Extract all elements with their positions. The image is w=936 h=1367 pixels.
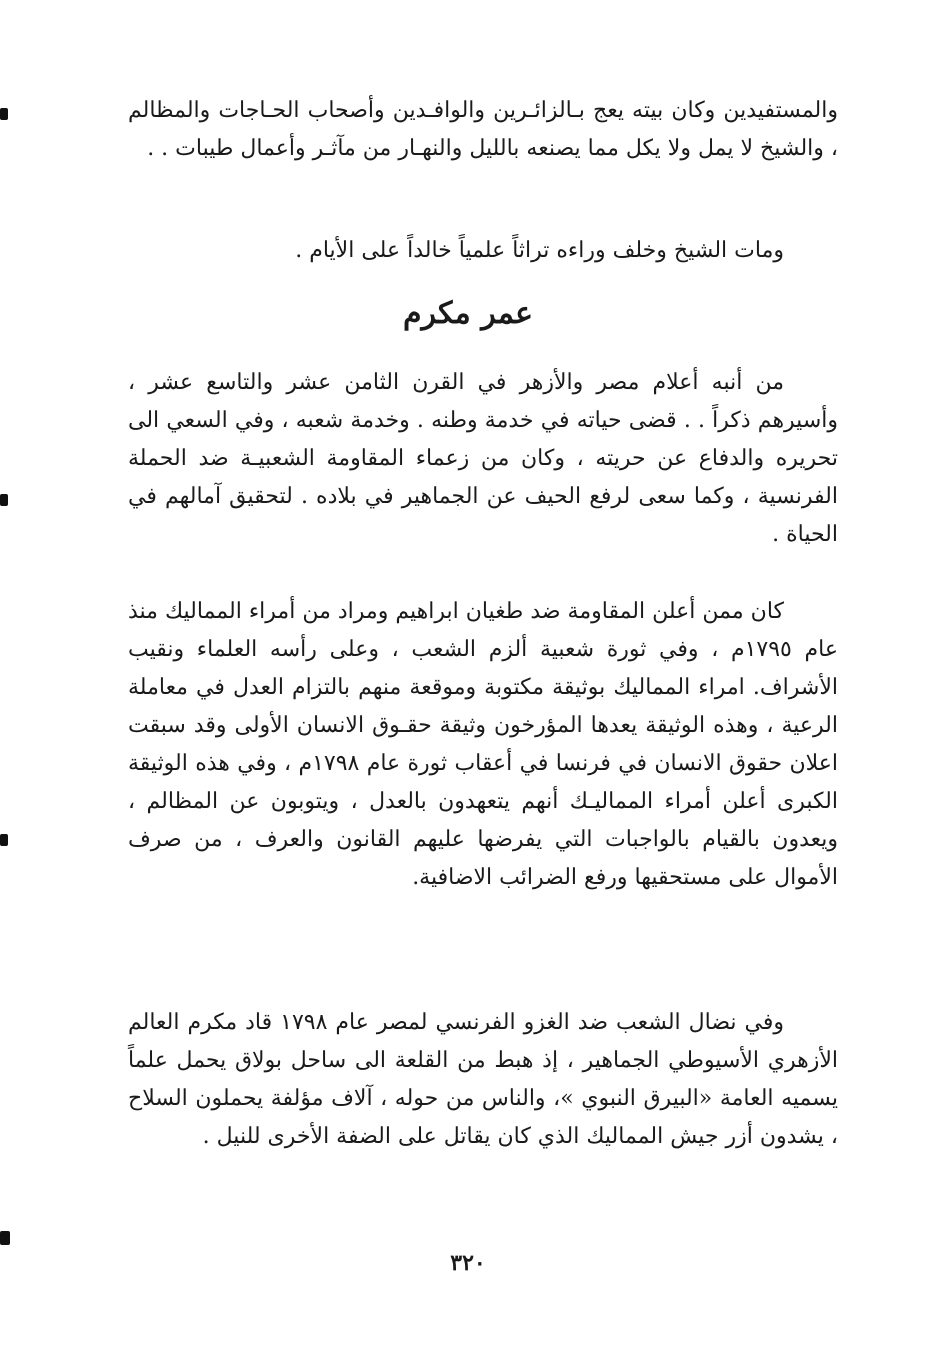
death-paragraph: ومات الشيخ وخلف وراءه تراثاً علمياً خالداً على الأيام .	[295, 238, 784, 263]
biography-paragraph-3: وفي نضال الشعب ضد الغزو الفرنسي لمصر عام ١٧٩٨ قاد مكرم العالم الأزهري الأسيوطي الجماهير ، إذ هبط من القلعة الى ساحل بولاق يحمل علماً يسميه العامة «البيرق النبوي »، والناس من حوله ، آلاف مؤلفة يحملون السلاح ، يشدون أزر جيش المماليك الذي كان يقاتل على الضفة الأخرى للنيل .	[128, 1010, 838, 1149]
page-number: ٣٢٠	[450, 1250, 486, 1276]
biography-paragraph-2: كان ممن أعلن المقاومة ضد طغيان ابراهيم ومراد من أمراء المماليك منذ عام ١٧٩٥م ، وفي ثورة شعبية ألزم الشعب ، وعلى رأسه العلماء ونقيب الأشراف. امراء المماليك بوثيقة مكتوبة وموقعة منهم بالتزام العدل في معاملة الرعية ، وهذه الوثيقة يعدها المؤرخون وثيقة حقـوق الانسان الأولى وقد سبقت اعلان حقوق الانسان في فرنسا في أعقاب ثورة عام ١٧٩٨م ، وفي هذه الوثيقة الكبرى أعلن أمراء المماليـك أنهم يتعهدون بالعدل ، ويتوبون عن المظالم ، ويعدون بالقيام بالواجبات التي يفرضها عليهم القانون والعرف ، من صرف الأموال على مستحقيها ورفع الضرائب الاضافية.	[128, 599, 839, 890]
biography-paragraph-1: من أنبه أعلام مصر والأزهر في القرن الثامن عشر والتاسع عشر ، وأسيرهم ذكراً . . قضى حياته في خدمة وطنه . وخدمة شعبه ، وفي السعي الى تحريره والدفاع عن حريته ، وكان من زعماء المقاومة الشعبيـة ضد الحملة الفرنسية ، وكما سعى لرفع الحيف عن الجماهير في بلاده . لتحقيق آمالهم في الحياة .	[128, 370, 838, 547]
scan-edge-mark	[0, 494, 8, 506]
scan-edge-mark	[0, 834, 8, 846]
section-heading: عمر مكرم	[402, 296, 533, 331]
scan-edge-mark	[0, 1231, 10, 1245]
intro-paragraph: والمستفيدين وكان بيته يعج بـالزائـرين والوافـدين وأصحاب الحـاجات والمظالم ، والشيخ لا يمل ولا يكل مما يصنعه بالليل والنهـار من مآثـر وأعمال طيبات . .	[128, 98, 838, 161]
scan-edge-mark	[0, 108, 8, 120]
